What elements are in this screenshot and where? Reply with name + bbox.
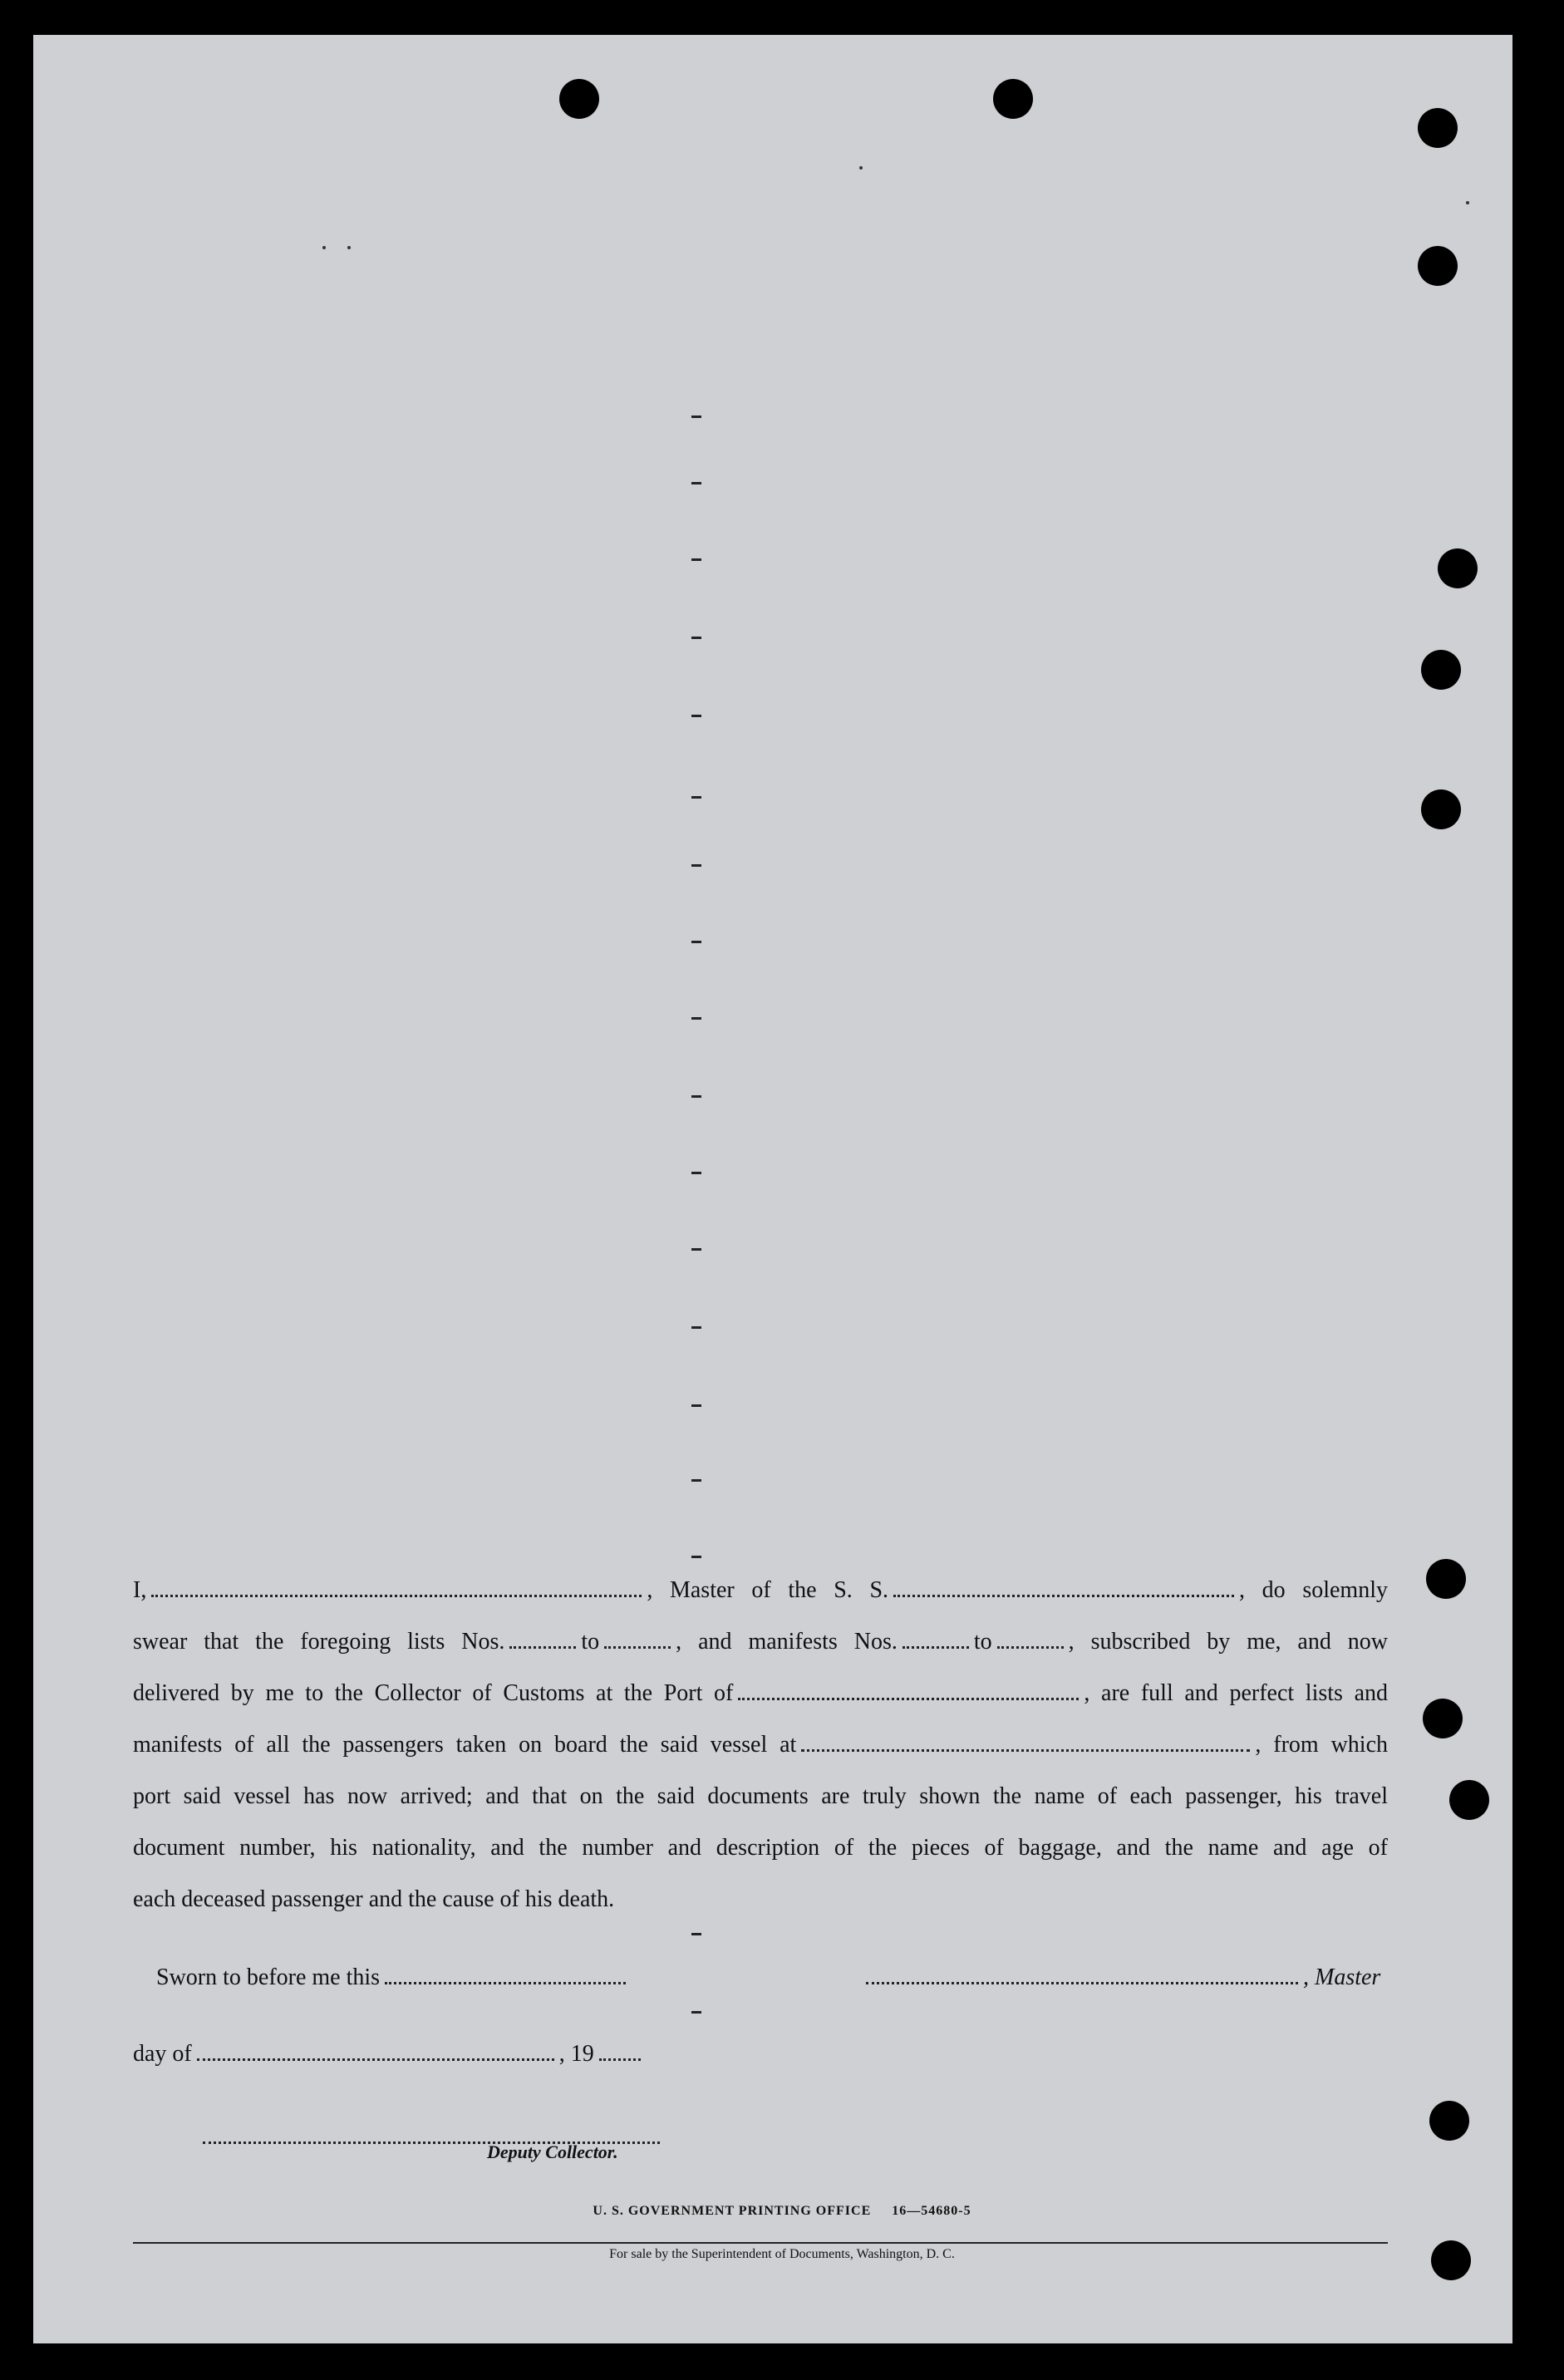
printing-office-note: U. S. GOVERNMENT PRINTING OFFICE 16—54680-5 [593,2204,971,2218]
sworn-line [156,1961,631,1994]
punch-hole-icon [1421,650,1461,690]
punch-hole-icon [1449,1780,1489,1820]
tick-mark [691,1326,701,1329]
tick-mark [691,1248,701,1251]
punch-hole-icon [1438,548,1478,588]
oath-text: , do solemnly [1239,1577,1388,1603]
punch-hole-icon [1418,246,1458,286]
deputy-collector-label: Deputy Collector. [487,2142,618,2162]
tick-mark [691,637,701,639]
tick-mark [691,1556,701,1558]
punch-hole-icon [559,79,599,119]
oath-text: , and manifests Nos. [676,1629,898,1655]
year-label: , 19 [558,2041,594,2067]
tick-mark [691,1172,701,1174]
tick-mark [691,1479,701,1482]
oath-text: , subscribed by me, and now [1068,1629,1389,1655]
oath-line-5: port said vessel has now arrived; and that on the said documents are truly shown the name of each passenger, his travel [133,1783,1388,1809]
punch-hole-icon [1418,108,1458,148]
oath-line-1 [133,1574,1388,1607]
oath-text: to [973,1629,992,1655]
speck-mark [859,166,863,170]
tick-mark [691,2011,701,2014]
speck-mark [1466,201,1469,204]
oath-text: delivered by me to the Collector of Customs at the Port of [133,1680,734,1706]
punch-hole-icon [1423,1699,1463,1738]
punch-hole-icon [1429,2101,1469,2141]
oath-line-3 [133,1677,1388,1710]
master-signature-line [861,1961,1380,1994]
tick-mark [691,941,701,943]
oath-text: to [581,1629,600,1655]
oath-text: manifests of all the passengers taken on board the said vessel at [133,1732,797,1758]
oath-text: , from which [1255,1732,1388,1758]
master-label: , Master [1303,1964,1381,1990]
punch-hole-icon [993,79,1033,119]
oath-text: , are full and perfect lists and [1084,1680,1388,1706]
tick-mark [691,864,701,867]
oath-text: swear that the foregoing lists Nos. [133,1629,505,1655]
day-line [133,2038,646,2071]
tick-mark [691,1017,701,1020]
oath-line-7: each deceased passenger and the cause of his death. [133,1886,615,1912]
speck-mark [322,246,326,249]
oath-text: I, [133,1577,147,1603]
oath-line-4 [133,1728,1388,1762]
day-label: day of [133,2041,192,2067]
tick-mark [691,482,701,484]
tick-mark [691,1404,701,1407]
speck-mark [347,246,351,249]
oath-text: , Master of the S. S. [647,1577,889,1603]
oath-line-2 [133,1625,1388,1659]
sale-note: For sale by the Superintendent of Documents, Washington, D. C. [609,2247,955,2261]
tick-mark [691,1933,701,1935]
tick-mark [691,1095,701,1098]
tick-mark [691,796,701,799]
footer-rule [133,2242,1388,2244]
punch-hole-icon [1421,789,1461,829]
tick-mark [691,558,701,561]
punch-hole-icon [1426,1559,1466,1599]
form-sheet [33,35,1512,2343]
oath-line-6: document number, his nationality, and the number and description of the pieces of baggage, and the name and age of [133,1835,1388,1861]
sworn-label: Sworn to before me this [156,1964,381,1990]
tick-mark [691,416,701,418]
tick-mark [691,715,701,717]
